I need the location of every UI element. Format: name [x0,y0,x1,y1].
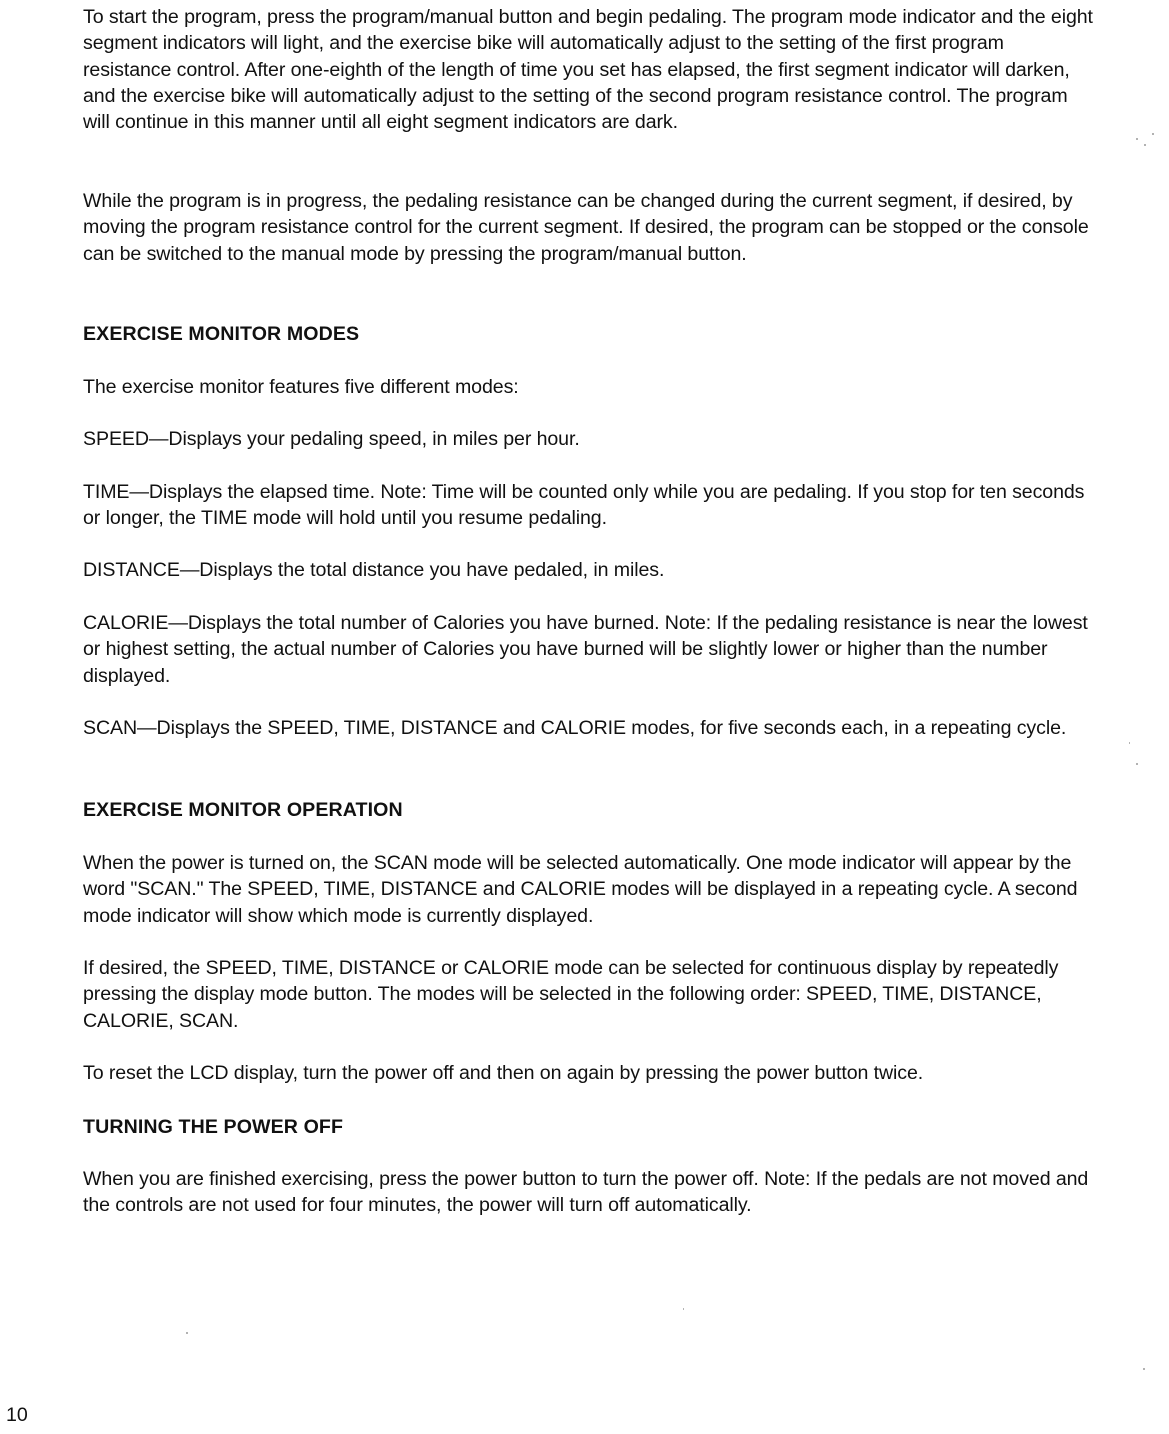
power-on-paragraph: When the power is turned on, the SCAN mode will be selected automatically. One mode indicator will appear by the word "SCAN." The SPEED, TIME, DISTANCE and CALORIE modes will be displayed in a repeating cycle. A second mode indicator will show which mode is currently displayed. [83,852,1078,927]
heading-exercise-monitor-operation: EXERCISE MONITOR OPERATION [83,799,403,821]
program-progress-paragraph: While the program is in progress, the pedaling resistance can be changed during the current segment, if desired, by moving the program resistance control for the current segment. If desired, the program can be stopped or the console can be switched to the manual mode by pressing the program/manual button. [83,190,1089,265]
scan-speck [1129,742,1130,744]
display-mode-paragraph: If desired, the SPEED, TIME, DISTANCE or CALORIE mode can be selected for continuous display by repeatedly pressing the display mode button. The modes will be selected in the following order: SPEED, TIME, DISTANCE, CALORIE, SCAN. [83,957,1059,1032]
calorie-mode-paragraph: CALORIE—Displays the total number of Calories you have burned. Note: If the pedaling resistance is near the lowest or highest setting, the actual number of Calories you have burned will be slightly lower or higher than the number displayed. [83,612,1088,687]
speed-mode-paragraph: SPEED—Displays your pedaling speed, in miles per hour. [83,428,580,450]
scan-speck [1152,133,1154,135]
page-number: 10 [6,1404,28,1426]
scan-speck [1143,1368,1145,1370]
distance-mode-paragraph: DISTANCE—Displays the total distance you have pedaled, in miles. [83,559,665,581]
program-start-paragraph: To start the program, press the program/manual button and begin pedaling. The program mode indicator and the eight segment indicators will light, and the exercise bike will automatically adjust to the setting of the first program resistance control. After one-eighth of the length of time you set has elapsed, the first segment indicator will darken, and the exercise bike will automatically adjust to the setting of the second program resistance control. The program will continue in this manner until all eight segment indicators are dark. [83,6,1093,134]
heading-turning-power-off: TURNING THE POWER OFF [83,1116,344,1138]
scan-speck [683,1308,684,1310]
scan-speck [186,1332,188,1334]
modes-intro-paragraph: The exercise monitor features five different modes: [83,376,519,398]
time-mode-paragraph: TIME—Displays the elapsed time. Note: Time will be counted only while you are pedaling. If you stop for ten seconds or longer, the TIME mode will hold until you resume pedaling. [83,481,1085,530]
scan-speck [1136,138,1138,140]
reset-display-paragraph: To reset the LCD display, turn the power off and then on again by pressing the power button twice. [83,1062,924,1084]
power-off-paragraph: When you are finished exercising, press the power button to turn the power off. Note: If the pedals are not moved and the controls are not used for four minutes, the power will turn off automatically. [83,1168,1089,1217]
scan-mode-paragraph: SCAN—Displays the SPEED, TIME, DISTANCE and CALORIE modes, for five seconds each, in a repeating cycle. [83,717,1067,739]
scan-speck [1144,144,1146,146]
scan-speck [1136,763,1138,765]
heading-exercise-monitor-modes: EXERCISE MONITOR MODES [83,323,360,345]
